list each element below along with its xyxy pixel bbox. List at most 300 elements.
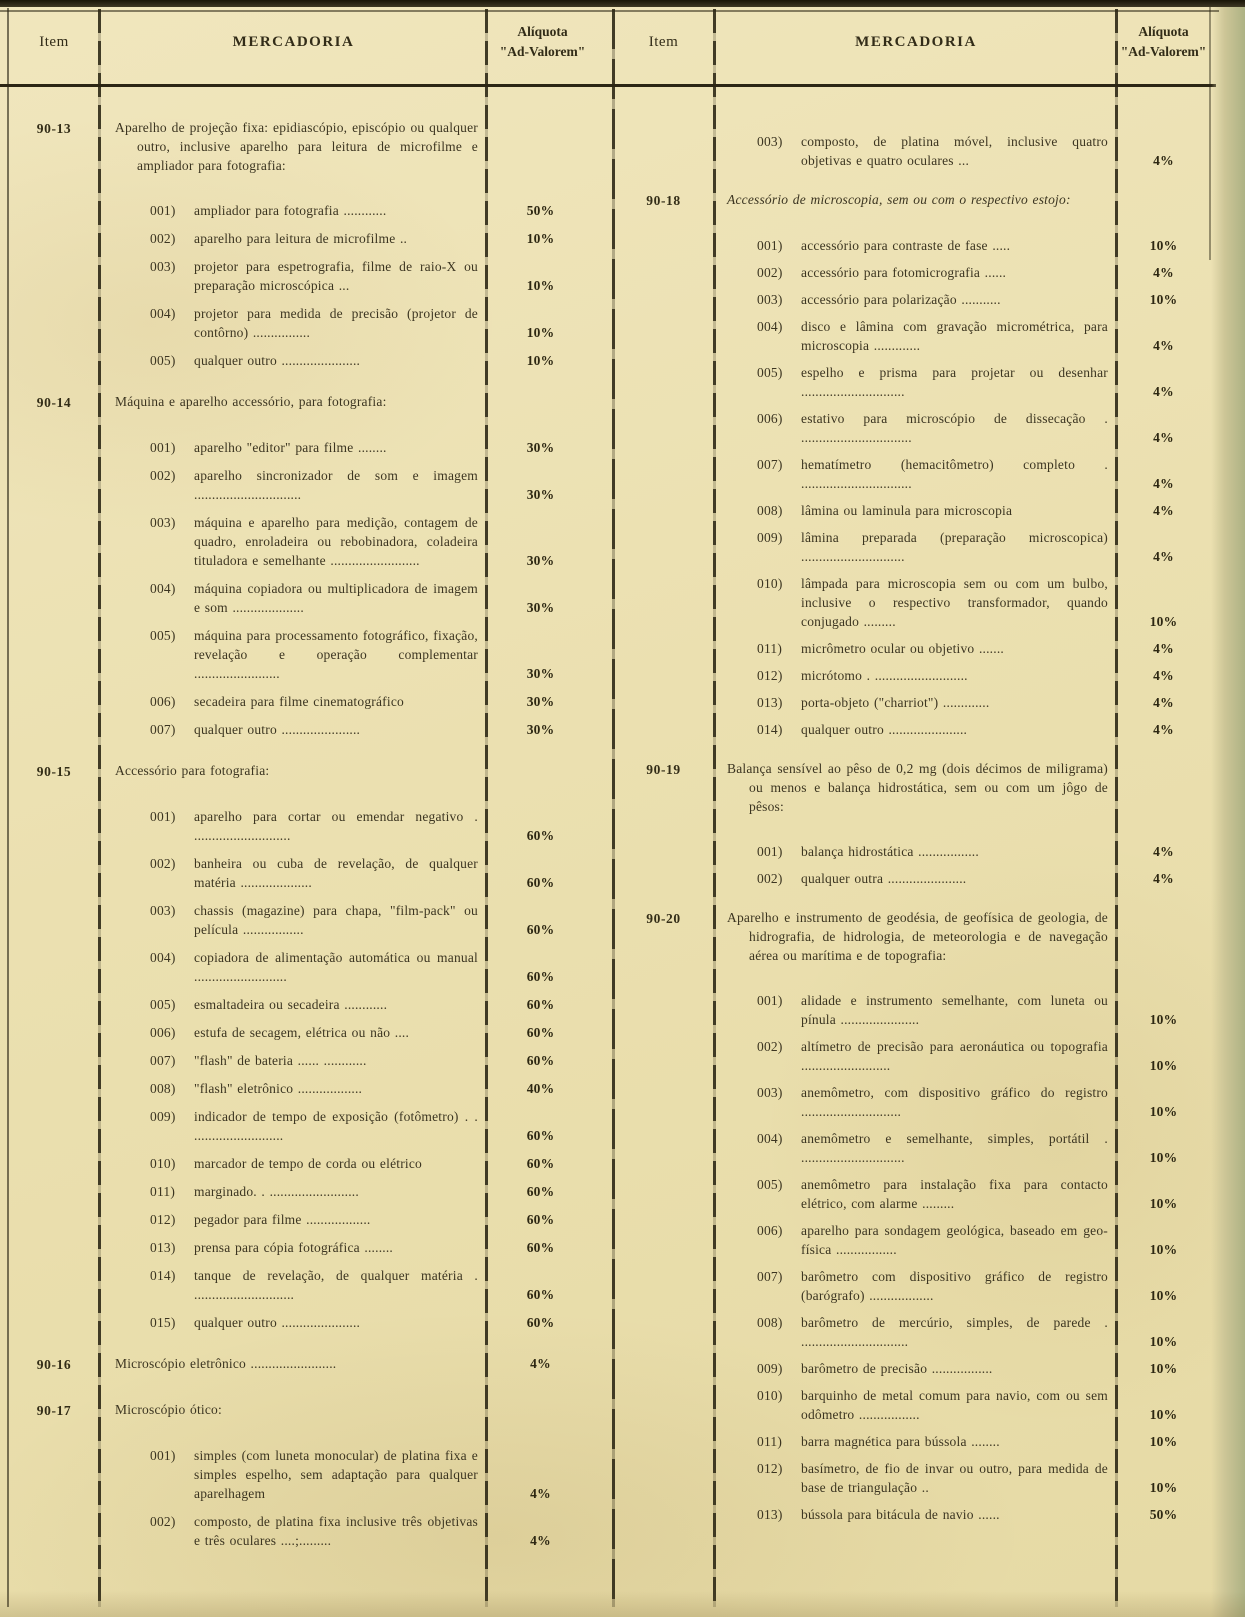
merchandise-cell (100, 1313, 487, 1332)
entry-text: barômetro de mercúrio, simples, de parede . .............................. (801, 1315, 1108, 1349)
entry-text: "flash" eletrônico .................. (194, 1081, 363, 1096)
entry-number: 005) (757, 365, 783, 380)
merchandise-cell (715, 666, 1117, 685)
merchandise-cell (715, 236, 1117, 255)
half-left-border (612, 9, 615, 1607)
merchandise-cell (100, 948, 487, 986)
entry-text: accessório para contraste de fase ..... (801, 238, 1011, 253)
entry-number: 003) (757, 292, 783, 307)
table-row (612, 528, 1210, 566)
table-row (612, 639, 1210, 658)
entry-number: 013) (757, 1507, 783, 1522)
item-code-spacer (612, 1496, 715, 1497)
item-code-spacer (612, 169, 715, 170)
item-code: 90-19 (646, 762, 681, 777)
table-row (612, 290, 1210, 309)
entry-number: 012) (757, 668, 783, 683)
item-code-spacer (612, 1423, 715, 1424)
entry-number: 006) (150, 694, 176, 709)
item-code-spacer (612, 1212, 715, 1213)
merchandise-cell (715, 1037, 1117, 1075)
table-row (612, 842, 1210, 861)
merchandise-cell (100, 995, 487, 1014)
merchandise-cell (715, 317, 1117, 355)
item-code-spacer (8, 616, 100, 617)
table-row (612, 236, 1210, 255)
entry-text: lâmina preparada (preparação microscopica) ............................. (801, 530, 1108, 564)
rate-value: 4% (1153, 549, 1174, 564)
rate-value: 50% (1149, 1507, 1178, 1522)
rate-value: 10% (1149, 614, 1178, 629)
entry-number: 006) (757, 1223, 783, 1238)
entry-number: 013) (150, 1240, 176, 1255)
merchandise-cell (100, 1079, 487, 1098)
entry-text: chassis (magazine) para chapa, "film-pack" ou película ................. (194, 903, 478, 937)
merchandise-cell (100, 466, 487, 504)
entry-text: altímetro de precisão para aeronáutica ou topografia ......................... (801, 1039, 1108, 1073)
item-code-spacer (8, 891, 100, 892)
entry-text: qualquer outro ...................... (194, 353, 361, 368)
entry-text: aparelho "editor" para filme ........ (194, 440, 387, 455)
merchandise-cell (715, 693, 1117, 712)
entry-number: 013) (757, 695, 783, 710)
rate-value: 10% (1149, 1058, 1178, 1073)
header-item: Item (39, 33, 69, 50)
rate-value: 30% (526, 694, 555, 709)
entry-text: banheira ou cuba de revelação, de qualquer matéria .................... (194, 856, 478, 890)
scan-bottom-shade (0, 1591, 1245, 1617)
tariff-section (612, 759, 1210, 888)
item-code-spacer (612, 1304, 715, 1305)
merchandise-cell (715, 501, 1117, 520)
table-row (612, 869, 1210, 888)
section-header-row (612, 759, 1210, 816)
item-code-spacer (8, 1041, 100, 1042)
merchandise-cell (100, 1354, 487, 1373)
rate-value: 60% (526, 969, 555, 984)
rate-value: 30% (526, 600, 555, 615)
tariff-section (612, 908, 1210, 1524)
rate-value: 60% (526, 875, 555, 890)
entry-text: barômetro com dispositivo gráfico de registro (barógrafo) .................. (801, 1269, 1108, 1303)
item-code-spacer (612, 1028, 715, 1029)
entry-text: marginado. . ......................... (194, 1184, 359, 1199)
merchandise-cell (715, 528, 1117, 566)
entry-text: qualquer outro ...................... (194, 722, 361, 737)
entry-text: secadeira para filme cinematográfico (194, 694, 404, 709)
entry-number: 002) (150, 231, 176, 246)
entry-number: 007) (757, 457, 783, 472)
rate-value: 10% (526, 353, 555, 368)
item-code-spacer (8, 247, 100, 248)
merchandise-cell (715, 363, 1117, 401)
entry-number: 011) (757, 641, 783, 656)
merchandise-cell (100, 1051, 487, 1070)
entry-text: máquina para processamento fotográfico, fixação, revelação e operação complementar ........................ (194, 628, 478, 681)
entry-text: bússola para bitácula de navio ...... (801, 1507, 1000, 1522)
merchandise-cell (100, 1512, 487, 1550)
item-code-spacer (612, 1450, 715, 1451)
rate-value: 4% (1153, 503, 1174, 518)
table-row (612, 693, 1210, 712)
rate-value: 10% (1149, 1361, 1178, 1376)
entry-text: barra magnética para bússola ........ (801, 1434, 1000, 1449)
item-code-spacer (8, 1549, 100, 1550)
entry-text: composto, de platina móvel, inclusive quatro objetivas e quatro oculares ... (801, 134, 1108, 168)
item-code-spacer (612, 400, 715, 401)
item-code-spacer (612, 1120, 715, 1121)
item-code-spacer (612, 711, 715, 712)
rate-value: 10% (1149, 1196, 1178, 1211)
paper-edge (1211, 0, 1245, 1617)
entry-text: anemômetro, com dispositivo gráfico do registro ............................ (801, 1085, 1108, 1119)
rate-value: 30% (526, 487, 555, 502)
entry-text: aparelho para cortar ou emendar negativo . ........................... (194, 809, 478, 843)
entry-number: 007) (150, 722, 176, 737)
rate-value: 4% (1153, 641, 1174, 656)
item-code-spacer (8, 1256, 100, 1257)
merchandise-cell (100, 1023, 487, 1042)
item-code-spacer (8, 569, 100, 570)
item-code-spacer (8, 710, 100, 711)
entry-text: hematímetro (hemacitômetro) completo . ............................... (801, 457, 1108, 491)
merchandise-cell (715, 1432, 1117, 1451)
rate-value: 4% (1153, 722, 1174, 737)
merchandise-cell (100, 1154, 487, 1173)
merchandise-cell (100, 438, 487, 457)
merchandise-cell (100, 1107, 487, 1145)
entry-number: 011) (150, 1184, 176, 1199)
entry-number: 001) (757, 238, 783, 253)
rate-value: 60% (526, 1287, 555, 1302)
entry-text: accessório para fotomicrografia ...... (801, 265, 1007, 280)
entry-number: 014) (757, 722, 783, 737)
entry-number: 008) (150, 1081, 176, 1096)
entry-text: qualquer outro ...................... (194, 1315, 361, 1330)
merchandise-cell (715, 1083, 1117, 1121)
merchandise-cell (715, 1221, 1117, 1259)
merchandise-cell (100, 351, 487, 370)
entry-text: projetor para medida de precisão (projetor de contôrno) ................ (194, 306, 478, 340)
merchandise-cell (100, 513, 487, 570)
rate-value: 10% (1149, 1104, 1178, 1119)
header-aliquota-line1: Alíquota (517, 24, 568, 39)
table-row (612, 455, 1210, 493)
merchandise-cell (715, 132, 1117, 170)
table-row (612, 1505, 1210, 1524)
item-code-spacer (8, 294, 100, 295)
entry-text: aparelho para leitura de microfilme .. (194, 231, 408, 246)
rate-value: 4% (1153, 153, 1174, 168)
entry-text: projetor para espetrografia, filme de raio-X ou preparação microscópica ... (194, 259, 478, 293)
section-heading: Microscópio ótico: (115, 1402, 222, 1417)
table-row (612, 1386, 1210, 1424)
rate-column-divider (485, 9, 488, 1607)
entry-text: qualquer outro ...................... (801, 722, 968, 737)
entry-number: 008) (757, 1315, 783, 1330)
entry-number: 012) (150, 1212, 176, 1227)
entry-number: 001) (150, 440, 176, 455)
entry-text: copiadora de alimentação automática ou manual .......................... (194, 950, 478, 984)
entry-number: 014) (150, 1268, 176, 1283)
merchandise-cell (100, 1210, 487, 1229)
item-code-spacer (612, 630, 715, 631)
item-code: 90-18 (646, 193, 681, 208)
merchandise-cell (715, 574, 1117, 631)
item-code-spacer (8, 1144, 100, 1145)
entry-number: 003) (150, 515, 176, 530)
rate-value: 60% (526, 1315, 555, 1330)
rate-value: 30% (526, 722, 555, 737)
entry-text: "flash" de bateria ...... ............ (194, 1053, 367, 1068)
merchandise-cell (715, 720, 1117, 739)
rate-value: 4% (1153, 844, 1174, 859)
entry-number: 002) (150, 468, 176, 483)
header-aliquota-line2: "Ad-Valorem" (499, 44, 586, 59)
table-row (612, 1175, 1210, 1213)
item-code-spacer (8, 1228, 100, 1229)
entry-text: barquinho de metal comum para navio, com ou sem odômetro ................. (801, 1388, 1108, 1422)
merchandise-cell (715, 455, 1117, 493)
merchandise-cell (100, 692, 487, 711)
header-mercadoria: MERCADORIA (855, 33, 977, 50)
entry-number: 002) (150, 1514, 176, 1529)
entry-number: 006) (150, 1025, 176, 1040)
rate-value: 40% (526, 1081, 555, 1096)
section-heading: Máquina e aparelho accessório, para fotografia: (115, 394, 387, 409)
entry-number: 009) (757, 1361, 783, 1376)
table-row (612, 409, 1210, 447)
header-underline (0, 84, 1216, 87)
entry-text: estufa de secagem, elétrica ou não .... (194, 1025, 410, 1040)
entry-text: pegador para filme .................. (194, 1212, 371, 1227)
entry-number: 003) (757, 1085, 783, 1100)
item-code-spacer (8, 1172, 100, 1173)
merchandise-cell (715, 290, 1117, 309)
rate-value: 10% (526, 278, 555, 293)
table-row (612, 1459, 1210, 1497)
entry-number: 001) (150, 1448, 176, 1463)
merchandise-cell (100, 1266, 487, 1304)
rate-value: 10% (526, 325, 555, 340)
rate-value: 60% (526, 997, 555, 1012)
merchandise-cell (100, 257, 487, 295)
header-aliquota (1117, 22, 1210, 62)
tariff-section (612, 132, 1210, 170)
merchandise-cell (715, 991, 1117, 1029)
entry-number: 015) (150, 1315, 176, 1330)
table-row (612, 1129, 1210, 1167)
table-row (612, 132, 1210, 170)
merchandise-cell (100, 854, 487, 892)
rate-value: 30% (526, 440, 555, 455)
entry-text: anemômetro e semelhante, simples, portátil . ............................. (801, 1131, 1108, 1165)
item-code-spacer (612, 565, 715, 566)
section-heading: Aparelho de projeção fixa: epidiascópio, episcópio ou qualquer outro, inclusive aparelho para leitura de microfilme e ampliador para fotografia: (115, 120, 478, 173)
right-table-rows (612, 84, 1210, 1524)
item-code-spacer (8, 1331, 100, 1332)
entry-text: esmaltadeira ou secadeira ............ (194, 997, 388, 1012)
entry-number: 004) (757, 1131, 783, 1146)
entry-number: 005) (150, 997, 176, 1012)
entry-text: porta-objeto ("charriot") ............. (801, 695, 990, 710)
item-code-spacer (612, 308, 715, 309)
entry-text: máquina copiadora ou multiplicadora de imagem e som .................... (194, 581, 478, 615)
rate-value: 60% (526, 1156, 555, 1171)
entry-number: 012) (757, 1461, 783, 1476)
entry-number: 001) (150, 809, 176, 824)
item-code-spacer (8, 1069, 100, 1070)
rate-value: 4% (1153, 338, 1174, 353)
entry-text: tanque de revelação, de qualquer matéria . ............................ (194, 1268, 478, 1302)
rate-value: 10% (1149, 1242, 1178, 1257)
header-item: Item (648, 33, 679, 50)
rate-value: 4% (1153, 871, 1174, 886)
item-code: 90-20 (646, 911, 681, 926)
rate-value: 60% (526, 1053, 555, 1068)
item-code-spacer (612, 887, 715, 888)
rate-value: 60% (526, 922, 555, 937)
entry-number: 004) (150, 306, 176, 321)
entry-number: 006) (757, 411, 783, 426)
header-aliquota-line1: Alíquota (1138, 24, 1189, 39)
rate-value: 4% (530, 1533, 551, 1548)
entry-number: 001) (150, 203, 176, 218)
item-code-spacer (8, 1097, 100, 1098)
entry-number: 002) (757, 1039, 783, 1054)
item-code: 90-16 (36, 1357, 72, 1372)
entry-text: prensa para cópia fotográfica ........ (194, 1240, 394, 1255)
merchandise-cell (715, 1175, 1117, 1213)
item-code-spacer (612, 1350, 715, 1351)
rate-value: 10% (1149, 1288, 1178, 1303)
rate-value: 60% (526, 1128, 555, 1143)
merchandise-cell (715, 1129, 1117, 1167)
table-row (612, 1313, 1210, 1351)
item-column-divider (98, 9, 101, 1607)
entry-text: balança hidrostática ................. (801, 844, 979, 859)
table-row (612, 1037, 1210, 1075)
rate-value: 60% (526, 1025, 555, 1040)
merchandise-cell (100, 901, 487, 939)
entry-number: 011) (757, 1434, 783, 1449)
merchandise-cell (100, 1446, 487, 1503)
table-row (612, 666, 1210, 685)
section-header-row (612, 908, 1210, 965)
merchandise-cell (715, 1359, 1117, 1378)
entry-number: 002) (757, 871, 783, 886)
header-aliquota (487, 22, 612, 62)
entry-text: aparelho para sondagem geológica, baseado em geo-física ................. (801, 1223, 1108, 1257)
item-code: 90-15 (36, 764, 72, 779)
entry-number: 004) (150, 950, 176, 965)
right-table-half (612, 0, 1210, 1617)
entry-number: 001) (757, 844, 783, 859)
item-code-spacer (612, 1166, 715, 1167)
entry-number: 003) (150, 903, 176, 918)
rate-value: 50% (526, 203, 555, 218)
rate-value: 60% (526, 1184, 555, 1199)
item-code: 90-13 (36, 121, 72, 136)
entry-number: 004) (150, 581, 176, 596)
merchandise-cell (715, 1386, 1117, 1424)
entry-number: 005) (757, 1177, 783, 1192)
rate-column-divider (1115, 9, 1118, 1607)
table-row (612, 574, 1210, 631)
entry-number: 007) (757, 1269, 783, 1284)
table-row (612, 501, 1210, 520)
rate-value: 4% (530, 1486, 551, 1501)
header-aliquota-line2: "Ad-Valorem" (1120, 44, 1207, 59)
table-row (612, 1432, 1210, 1451)
entry-text: espelho e prisma para projetar ou desenhar ............................. (801, 365, 1108, 399)
rate-value: 10% (1149, 1334, 1178, 1349)
rate-value: 10% (526, 231, 555, 246)
entry-text: accessório para polarização ........... (801, 292, 1001, 307)
table-row (612, 363, 1210, 401)
item-column-divider (713, 9, 716, 1607)
merchandise-cell (100, 761, 487, 780)
item-code-spacer (8, 369, 100, 370)
entry-text: anemômetro para instalação fixa para contacto elétrico, com alarme ......... (801, 1177, 1108, 1211)
entry-number: 005) (150, 353, 176, 368)
table-row (612, 1083, 1210, 1121)
item-code-spacer (8, 1013, 100, 1014)
entry-text: micrômetro ocular ou objetivo ....... (801, 641, 1004, 656)
section-heading: Accessório para fotografia: (115, 763, 270, 778)
item-code-spacer (612, 1074, 715, 1075)
entry-text: lâmpada para microscopia sem ou com um bulbo, inclusive o respectivo transformador, quando conjugado ......... (801, 576, 1108, 629)
item-code: 90-14 (36, 395, 72, 410)
header-mercadoria: MERCADORIA (232, 33, 355, 50)
entry-text: basímetro, de fio de invar ou outro, para medida de base de triangulação .. (801, 1461, 1108, 1495)
entry-number: 003) (757, 134, 783, 149)
rate-value: 10% (1149, 1407, 1178, 1422)
item-code-spacer (8, 844, 100, 845)
merchandise-cell (715, 908, 1117, 965)
merchandise-cell (715, 842, 1117, 861)
item-code-spacer (612, 657, 715, 658)
entry-text: lâmina ou laminula para microscopia (801, 503, 1013, 518)
merchandise-cell (715, 1505, 1117, 1524)
item-code-spacer (612, 684, 715, 685)
scan-top-edge-line (0, 10, 1219, 12)
section-heading: Balança sensível ao pêso de 0,2 mg (dois décimos de miligrama) ou menos e balança hidrostática, sem ou com um jôgo de pêsos: (727, 761, 1108, 814)
item-code-spacer (612, 1377, 715, 1378)
item-code-spacer (612, 492, 715, 493)
section-header-row (612, 190, 1210, 210)
entry-number: 004) (757, 319, 783, 334)
merchandise-cell (100, 392, 487, 411)
merchandise-cell (715, 869, 1117, 888)
rate-value: 10% (1149, 1012, 1178, 1027)
entry-number: 010) (150, 1156, 176, 1171)
entry-number: 008) (757, 503, 783, 518)
merchandise-cell (715, 1313, 1117, 1351)
entry-text: disco e lâmina com gravação micrométrica, para microscopia ............. (801, 319, 1108, 353)
merchandise-cell (715, 1459, 1117, 1497)
item-code-spacer (612, 738, 715, 739)
entry-text: estativo para microscópio de dissecação . ............................... (801, 411, 1108, 445)
table-row (612, 1221, 1210, 1259)
rate-value: 10% (1149, 292, 1178, 307)
table-row (612, 263, 1210, 282)
rate-value: 10% (1149, 1434, 1178, 1449)
merchandise-cell (100, 626, 487, 683)
rate-value: 60% (526, 828, 555, 843)
item-code-spacer (612, 1523, 715, 1524)
entry-number: 002) (757, 265, 783, 280)
